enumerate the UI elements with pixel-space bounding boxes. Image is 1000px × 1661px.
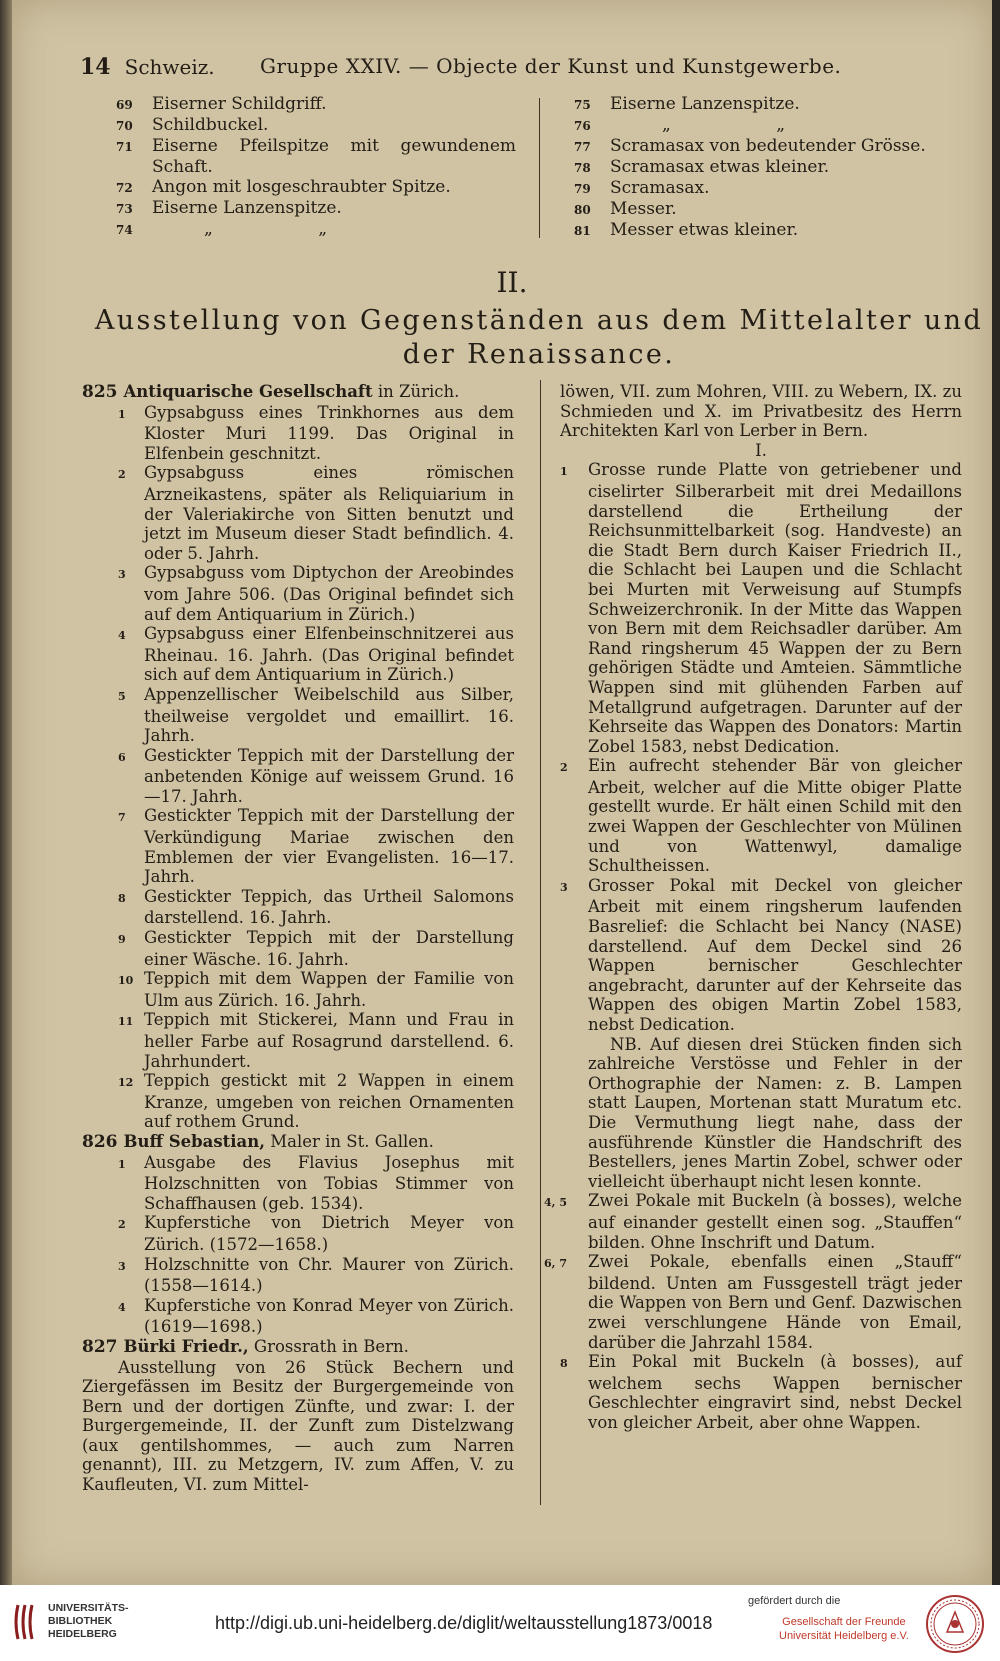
list-item: 81 Messer etwas kleiner. [574, 220, 799, 240]
exhibitor-826: 826 Buff Sebastian, Maler in St. Gallen. [82, 1131, 434, 1152]
running-header [80, 54, 960, 80]
list-item: 2 Ein aufrecht stehender Bär von gleicher Arbeit, welcher auf die Mitte obiger Platte gestellt wurde. Er hält einen Schild mit den zwei Wappen der Geschlechter von Mülinen und von Wattenwyl, damalige Schultheissen. [560, 756, 962, 876]
list-item: 77 Scramasax von bedeutender Grösse. [574, 136, 926, 156]
list-item: 11 Teppich mit Stickerei, Mann und Frau in heller Farbe auf Rosagrund darstellend. 6. Jahrhundert. [118, 1010, 514, 1071]
list-item: 79 Scramasax. [574, 178, 710, 198]
list-item: 71 Eiserne Pfeilspitze mit gewundenem Schaft. [116, 136, 516, 177]
university-seal-icon [925, 1594, 985, 1654]
list-item: 10 Teppich mit dem Wappen der Familie von Ulm aus Zürich. 16. Jahrh. [118, 969, 514, 1010]
list-item: 8 Ein Pokal mit Buckeln (à bosses), auf welchem sechs Wappen bernischer Geschlechter eingravirt sind, nebst Deckel von gleicher Arbeit, aber ohne Wappen. [560, 1352, 962, 1432]
list-item: 70 Schildbuckel. [116, 115, 269, 135]
source-url[interactable]: http://digi.ub.uni-heidelberg.de/diglit/weltausstellung1873/0018 [215, 1613, 713, 1633]
list-item: 2 Kupferstiche von Dietrich Meyer von Zürich. (1572—1658.) [118, 1213, 514, 1254]
header-title: Gruppe XXIV. — Objecte der Kunst und Kunstgewerbe. [260, 54, 842, 78]
list-item: 74 „ „ [116, 219, 378, 239]
exhibitor-825: 825 Antiquarische Gesellschaft in Zürich. [82, 382, 460, 402]
library-logo-icon [12, 1601, 42, 1643]
list-item: 72 Angon mit losgeschraubter Spitze. [116, 177, 451, 197]
list-item: 4 Gypsabguss einer Elfenbeinschnitzerei aus Rheinau. 16. Jahrh. (Das Original befindet sich auf dem Antiquarium in Zürich.) [118, 624, 514, 685]
list-item: 6, 7 Zwei Pokale, ebenfalls einen „Stauff“ bildend. Unten am Fussgestell trägt jeder die Wappen von Bern und Genf. Dazwischen zwei verschlungene Hände von Email, darüber die Jahrzahl 1584. [544, 1252, 962, 1352]
list-item: 12 Teppich gestickt mit 2 Wappen in einem Kranze, umgeben von reichen Ornamenten auf rothem Grund. [118, 1071, 514, 1132]
list-item: 4 Kupferstiche von Konrad Meyer von Zürich. (1619—1698.) [118, 1295, 514, 1337]
list-item: 1 Grosse runde Platte von getriebener und ciselirter Silberarbeit mit drei Medaillons darstellend die Ertheilung der Reichsunmittelbarkeit (sog. Handveste) an die Stadt Bern durch Kaiser Friedrich II., die Schlacht bei Laupen und die Schlacht bei Murten mit Verweisung auf Stumpfs Schweizerchronik. In der Mitte das Wappen von Bern mit dem Reichsadler darüber. Am Rand ringsherum 45 Wappen der zu Bern gehörigen Städte und Amteien. Sämmtliche Wappen sind mit glühenden Farben auf Metallgrund aufgetragen. Darunter auf der Kehrseite das Wappen des Donators: Martin Zobel 1583, nebst Dedication. [560, 460, 962, 756]
list-item: 69 Eiserner Schildgriff. [116, 94, 327, 114]
list-item: 80 Messer. [574, 199, 677, 219]
list-item: 76 „ „ [574, 115, 836, 135]
top-right-list [574, 94, 954, 241]
column-divider [540, 380, 541, 1505]
list-item: 1 Gypsabguss eines Trinkhornes aus dem Kloster Muri 1199. Das Original in Elfenbein geschnitzt. [118, 402, 514, 463]
list-item: 3 Gypsabguss vom Diptychon der Areobindes vom Jahre 506. (Das Original befindet sich auf dem Antiquarium in Zürich.) [118, 563, 514, 624]
list-item: 4, 5 Zwei Pokale mit Buckeln (à bosses), welche auf einander gestellt einen sog. „Stauffen“ bilden. Ohne Inschrift und Datum. [544, 1191, 962, 1252]
scan-edge [0, 0, 12, 1585]
page-number: 14 [80, 54, 111, 80]
sponsor-name: Gesellschaft der Freunde Universität Heidelberg e.V. [779, 1616, 909, 1642]
paragraph-827: Ausstellung von 26 Stück Bechern und Ziergefässen im Besitz der Burgergemeinde von Bern und der dortigen Zünfte, und zwar: I. der Burgergemeinde, II. der Zunft zum Distelzwang (aux gentilshommes, — auch zum Narren genannt), III. zu Metzgern, IV. zum Affen, V. zu Kaufleuten, VI. zum Mittel- [82, 1357, 514, 1495]
list-item: 3 Holzschnitte von Chr. Maurer von Zürich. (1558—1614.) [118, 1254, 514, 1296]
paragraph-827-cont: löwen, VII. zum Mohren, VIII. zu Webern, IX. zu Schmieden und X. im Privatbesitz des Herrn Architekten Karl von Lerber in Bern. [560, 382, 962, 441]
list-item: 78 Scramasax etwas kleiner. [574, 157, 830, 177]
left-column [82, 382, 514, 1495]
right-column [544, 382, 962, 1432]
library-name: UNIVERSITÄTS- BIBLIOTHEK HEIDELBERG [48, 1602, 129, 1640]
list-item: 2 Gypsabguss eines römischen Arzneikastens, später als Reliquiarium in der Valeriakirche von Sitten benutzt und jetzt im Museum dieser Stadt befindlich. 4. oder 5. Jahrh. [118, 463, 514, 563]
section-title: Ausstellung von Gegenständen aus dem Mittelalter und der Renaissance. [94, 305, 984, 370]
section-number: II. [496, 266, 528, 299]
list-item: 1 Ausgabe des Flavius Josephus mit Holzschnitten von Tobias Stimmer von Schaffhausen (geb. 1534). [118, 1152, 514, 1213]
column-divider [539, 98, 540, 238]
list-item: 6 Gestickter Teppich mit der Darstellung der anbetenden Könige auf weissem Grund. 16—17. Jahrh. [118, 745, 514, 806]
nb-note: NB. Auf diesen drei Stücken finden sich zahlreiche Verstösse und Fehler in der Orthographie der Namen: z. B. Lampen statt Laupen, Mortenan statt Muratum etc. Die Vermuthung liegt nahe, dass der ausführende Künstler die Handschrift des Bestellers, jenes Martin Zobel, schwer oder vielleicht überhaupt nicht lesen konnte. [588, 1034, 962, 1191]
list-item: 7 Gestickter Teppich mit der Darstellung der Verkündigung Mariae zwischen den Emblemen der vier Evangelisten. 16—17. Jahrh. [118, 806, 514, 887]
footer-bar [0, 1585, 1000, 1661]
top-left-list [116, 94, 516, 240]
scanned-page [12, 0, 992, 1585]
header-country: Schweiz. [124, 55, 215, 79]
list-item: 9 Gestickter Teppich mit der Darstellung einer Wäsche. 16. Jahrh. [118, 928, 514, 969]
list-item: 73 Eiserne Lanzenspitze. [116, 198, 342, 218]
exhibitor-827: 827 Bürki Friedr., Grossrath in Bern. [82, 1336, 409, 1357]
subheading-I: I. [755, 440, 767, 460]
list-item: 3 Grosser Pokal mit Deckel von gleicher Arbeit mit einem ringsherum laufenden Basrelief: die Schlacht bei Nancy (NASE) darstellend. Auf dem Deckel sind 26 Wappen bernischer Geschlechter angebracht, darunter auf der Kehrseite das Wappen des obigen Martin Zobel 1583, nebst Dedication. [560, 875, 962, 1034]
list-item: 8 Gestickter Teppich, das Urtheil Salomons darstellend. 16. Jahrh. [118, 886, 514, 928]
list-item: 75 Eiserne Lanzenspitze. [574, 94, 800, 114]
sponsor-intro: gefördert durch die [748, 1595, 841, 1607]
list-item: 5 Appenzellischer Weibelschild aus Silber, theilweise vergoldet und emaillirt. 16. Jahrh. [118, 684, 514, 746]
